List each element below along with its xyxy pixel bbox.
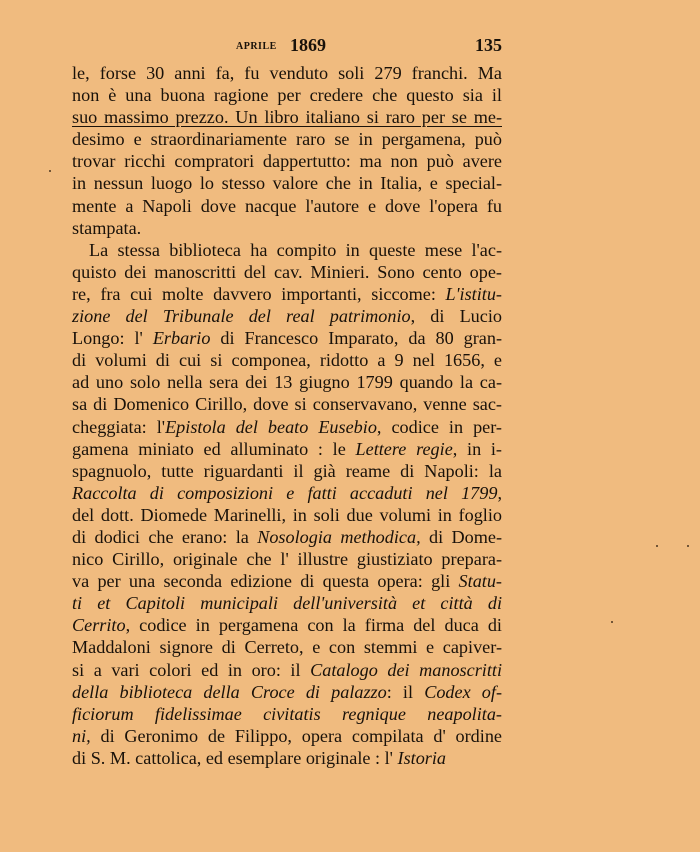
italic-title: Nosologia methodica, [257, 526, 421, 547]
running-header [72, 36, 502, 58]
text-line [72, 438, 502, 460]
text-line [72, 84, 502, 106]
text-line [72, 305, 502, 327]
italic-title: Lettere regie [355, 438, 453, 459]
text-line [72, 416, 502, 438]
text-line [72, 62, 502, 84]
text-run: stampata. [72, 217, 142, 238]
text-line [72, 482, 502, 504]
italic-title: ni, [72, 725, 91, 746]
page-number: 135 [475, 35, 502, 55]
ink-speck [611, 621, 613, 623]
text-line [72, 636, 502, 658]
text-run: Maddaloni signore di Cerreto, e con stemmi e capiver- [72, 637, 502, 658]
text-line [72, 614, 502, 636]
text-run: le, forse 30 anni fa, fu venduto soli 279 franchi. Ma [72, 63, 502, 83]
text-run: gamena miniato ed alluminato : le [72, 438, 356, 459]
text-line [72, 725, 502, 747]
text-line [72, 393, 502, 415]
text-run: spagnuolo, tutte riguardanti il già reame di Napoli: la [72, 460, 502, 481]
text-run: non è una buona ragione per credere che questo sia il [72, 85, 502, 106]
text-run: La stessa biblioteca ha compito in queste mese l'ac- [89, 239, 502, 260]
text-line [72, 570, 502, 592]
text-run: , di Lucio [410, 306, 502, 327]
italic-title: Statu- [458, 571, 502, 592]
italic-title: della biblioteca della Croce di palazzo [72, 681, 387, 702]
text-line [72, 217, 502, 239]
text-run: trovar ricchi compratori dappertutto: ma non può avere [72, 151, 502, 172]
text-run: , [497, 482, 502, 503]
text-run: in nessun luogo lo stesso valore che in Italia, e special- [72, 173, 502, 194]
body-text [72, 62, 502, 769]
italic-title: Codex of- [424, 681, 503, 702]
italic-title: Istoria [397, 747, 447, 768]
text-line [72, 327, 502, 349]
text-run: va per una seconda edizione di questa opera: gli [72, 571, 459, 592]
text-run: si a vari colori ed in oro: il [72, 659, 311, 680]
italic-title: Catalogo dei manoscritti [310, 659, 502, 680]
italic-title: Epistola del beato Eusebio [165, 416, 377, 437]
text-line [72, 659, 502, 681]
text-line [72, 128, 502, 150]
text-run: sa di Domenico Cirillo, dove si conservavano, venne sac- [72, 394, 502, 415]
text-run: , codice in pergamena con la firma del duca di [125, 615, 502, 636]
italic-title: Cerrito [72, 615, 126, 636]
text-run: cheggiata: l' [72, 416, 166, 437]
header-month: aprile [236, 38, 277, 53]
text-line [72, 504, 502, 526]
italic-title: ti et Capitoli municipali dell'università et città di [72, 593, 502, 614]
text-run: , in i- [452, 438, 502, 459]
text-line [72, 195, 502, 217]
ink-speck [656, 545, 658, 547]
text-run: di volumi di cui si componea, ridotto a 9 nel 1656, e [72, 350, 502, 371]
italic-title: ficiorum fidelissimae civitatis regnique neapolita- [72, 703, 502, 724]
text-run: di Dome- [420, 526, 502, 547]
italic-title: Raccolta di composizioni e fatti accaduti nel 1799 [72, 482, 498, 503]
text-line [72, 703, 502, 725]
text-line [72, 239, 502, 261]
ink-speck [687, 545, 689, 547]
text-line [72, 172, 502, 194]
text-run: re, fra cui molte davvero importanti, siccome: [72, 283, 446, 304]
text-run: Longo: l' [72, 328, 153, 349]
text-run: nico Cirillo, originale che l' illustre giustiziato prepara- [72, 549, 502, 570]
text-run: del dott. Diomede Marinelli, in soli due volumi in foglio [72, 504, 502, 525]
text-line [72, 283, 502, 305]
text-run: di dodici che erano: la [72, 526, 258, 547]
text-line [72, 106, 502, 128]
text-run: , codice in per- [376, 416, 502, 437]
text-line [72, 592, 502, 614]
italic-title: L'istitu- [445, 283, 502, 304]
text-line [72, 261, 502, 283]
italic-title: Erbario [152, 328, 211, 349]
text-line [72, 460, 502, 482]
text-line [72, 371, 502, 393]
text-run: quisto dei manoscritti del cav. Minieri. Sono cento ope- [72, 261, 502, 282]
text-run: suo massimo prezzo. Un libro italiano si raro per se me- [72, 107, 502, 128]
text-run: ad uno solo nella sera dei 13 giugno 1799 quando la ca- [72, 372, 502, 393]
text-line [72, 548, 502, 570]
text-run: desimo e straordinariamente raro se in pergamena, può [72, 129, 502, 150]
text-run: di Francesco Imparato, da 80 gran- [210, 328, 503, 349]
text-run: : il [386, 681, 425, 702]
ink-speck [49, 170, 51, 172]
text-line [72, 150, 502, 172]
header-year: 1869 [290, 35, 326, 55]
text-run: di Geronimo de Filippo, opera compilata d' ordine [90, 725, 502, 746]
italic-title: zione del Tribunale del real patrimonio [72, 306, 411, 327]
text-run: mente a Napoli dove nacque l'autore e dove l'opera fu [72, 195, 502, 216]
text-line [72, 747, 502, 769]
text-run: di S. M. cattolica, ed esemplare originale : l' [72, 747, 398, 768]
text-line [72, 681, 502, 703]
text-line [72, 349, 502, 371]
text-line [72, 526, 502, 548]
